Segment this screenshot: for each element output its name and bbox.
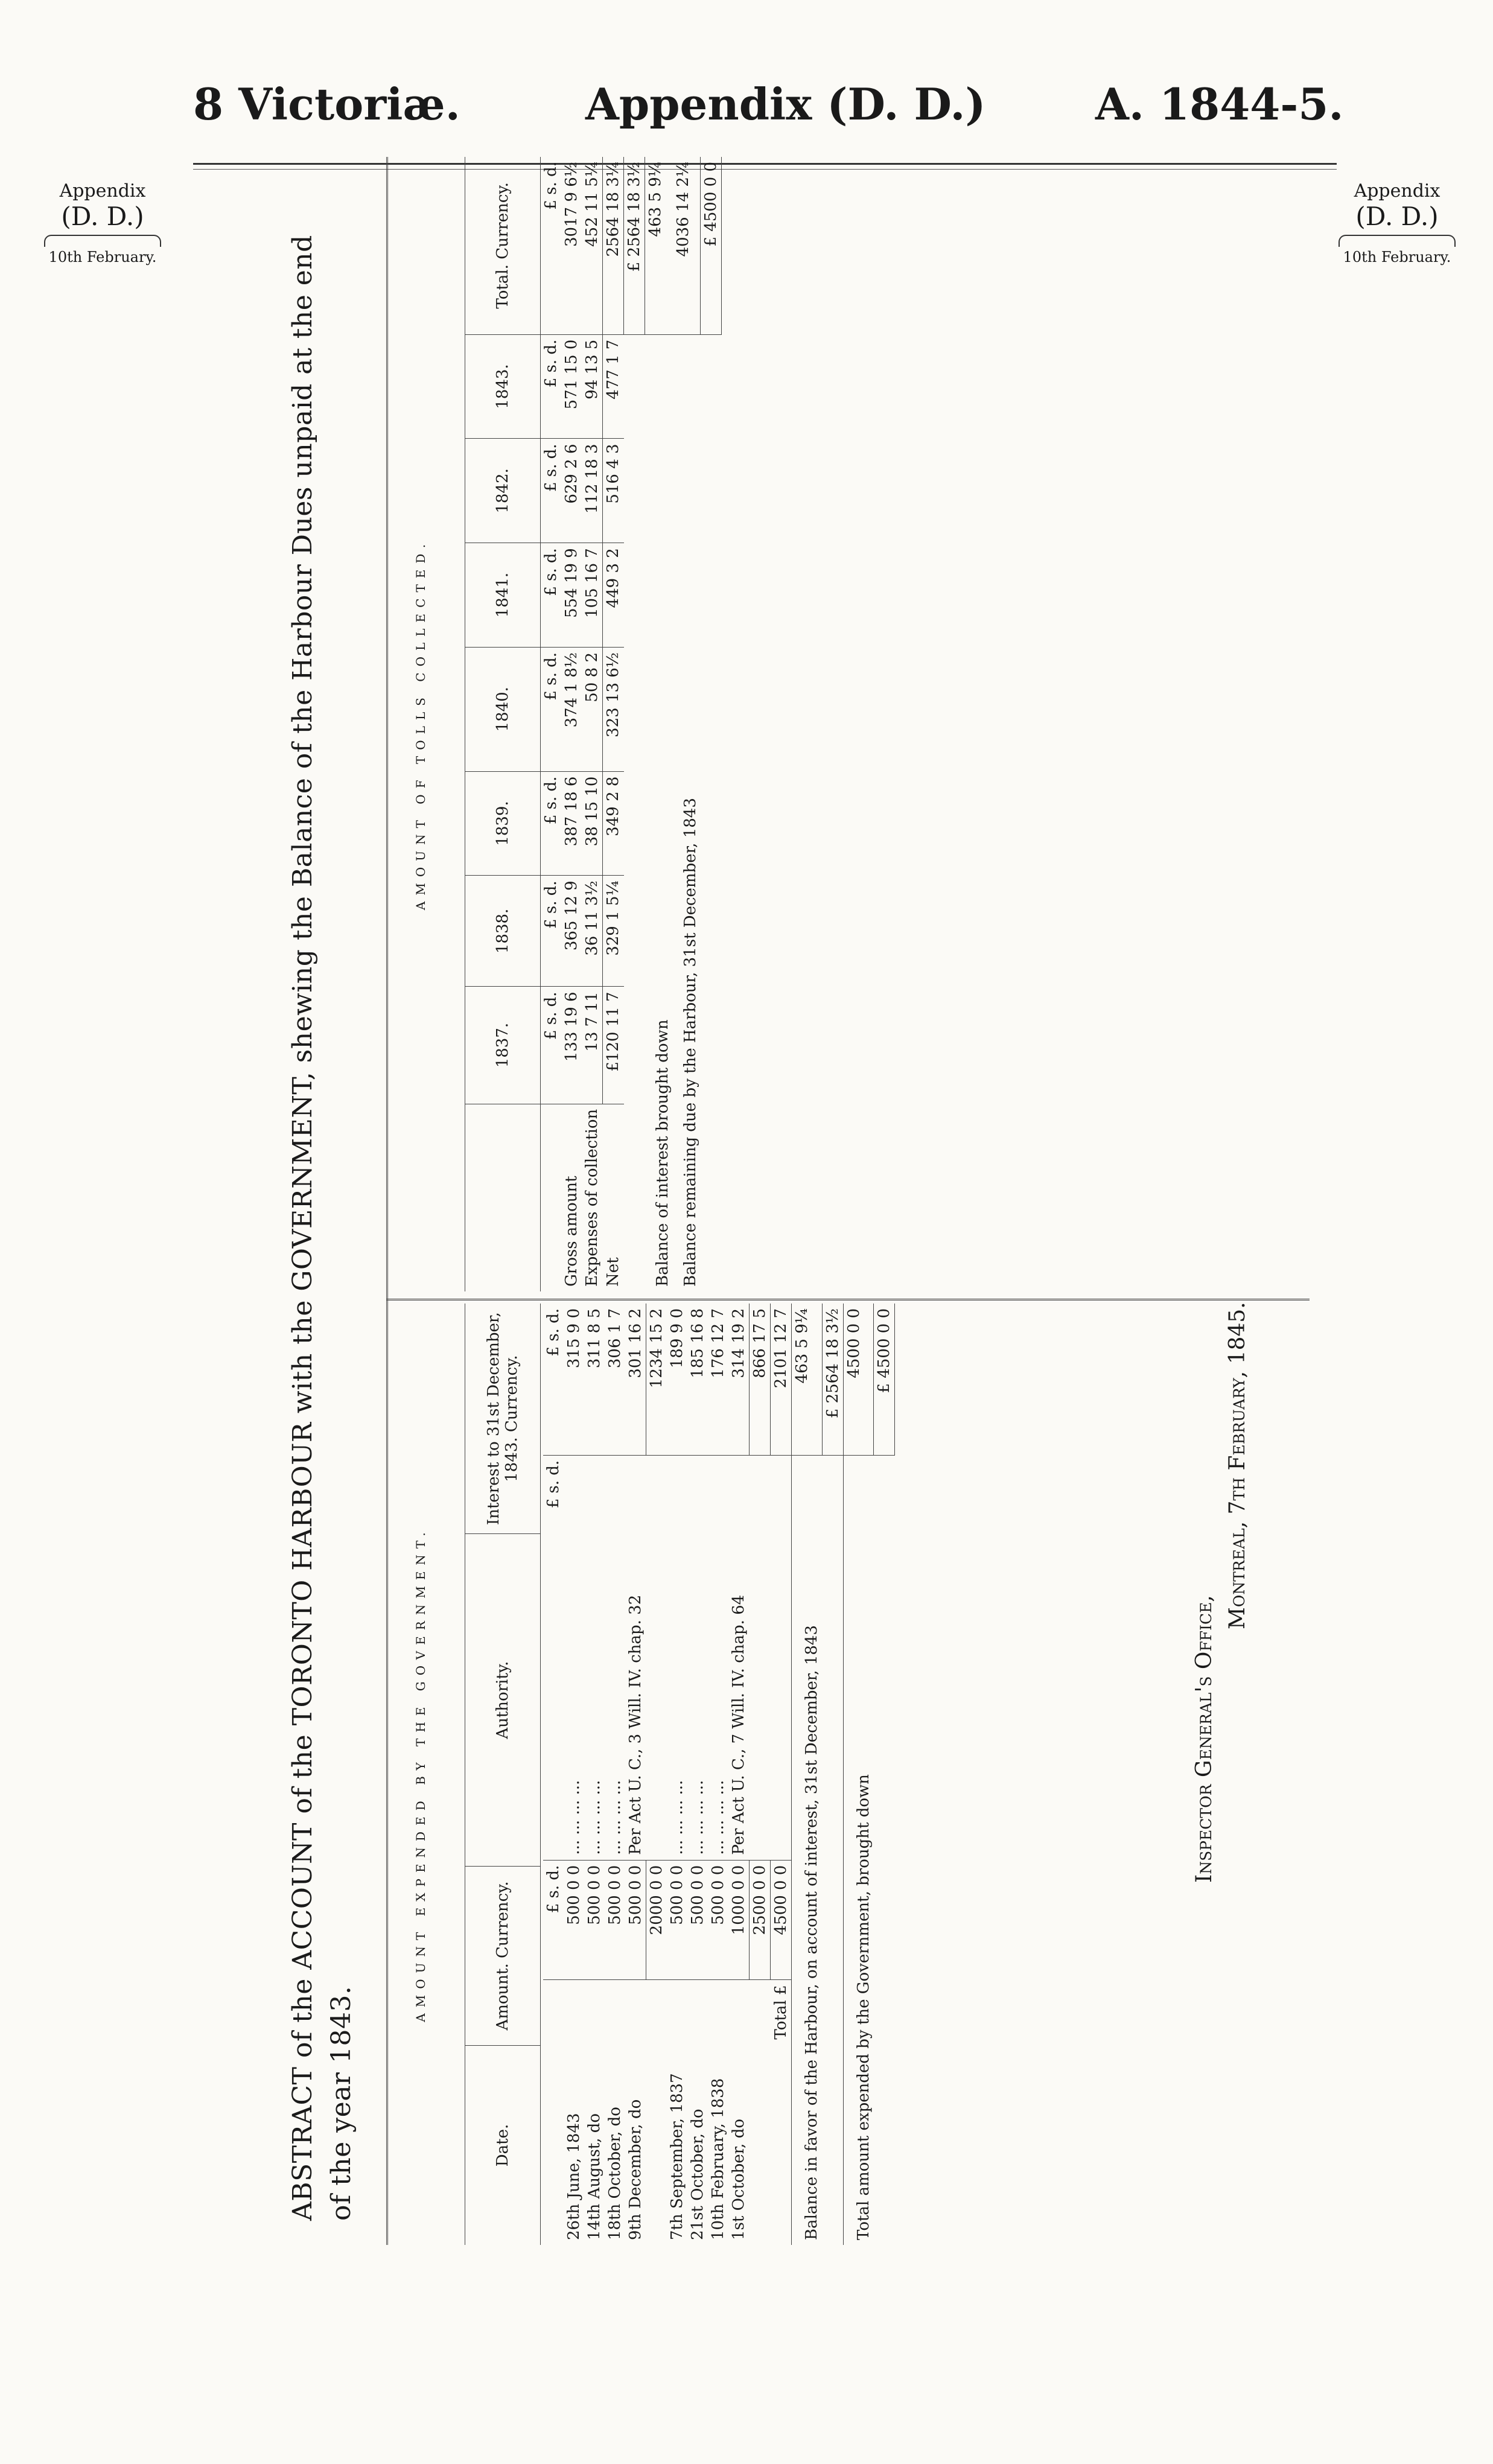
row-interest: 306 1 7 <box>605 1304 625 1455</box>
table-row <box>625 1304 646 2245</box>
row-authority: ... ... ... ... <box>605 1455 625 1860</box>
margin-brace <box>44 235 161 247</box>
net-row-value: 2564 18 3¼ <box>603 157 624 334</box>
expended-section-head: AMOUNT EXPENDED BY THE GOVERNMENT. <box>413 1526 428 2022</box>
table-row <box>667 1304 687 2245</box>
col-year: 1837. <box>465 987 541 1104</box>
row-authority: ... ... ... ... <box>667 1455 687 1860</box>
table-row <box>584 1304 605 2245</box>
col-toll-label <box>465 1104 541 1291</box>
unit-header: £ s. d. <box>543 1304 564 1455</box>
row-authority: ... ... ... ... <box>687 1455 708 1860</box>
unit-header: £ s. d. <box>543 1455 564 1860</box>
tolls-balance-total-value: £ 2564 18 3½ <box>624 157 645 334</box>
col-year: Total. Currency. <box>465 157 541 334</box>
total-label: Total £ <box>771 1985 790 2040</box>
expended-table <box>465 1304 541 2245</box>
subtotal-spacer <box>646 1455 667 1860</box>
net-row-value: 477 1 7 <box>603 334 624 439</box>
row-date-year: do <box>585 2113 603 2133</box>
net-row-value: 449 3 2 <box>603 543 624 648</box>
unit-header: £ s. d. <box>541 647 562 771</box>
row-amount: 500 0 0 <box>564 1860 584 1980</box>
unit-header: £ s. d. <box>541 771 562 876</box>
subtotal-spacer <box>646 1980 667 2245</box>
gross-row <box>561 157 582 1291</box>
tolls-balance-total <box>624 157 645 1291</box>
remaining-row-value: 4036 14 2¼ <box>673 157 701 334</box>
row-date-day: 14th August, <box>585 2138 603 2240</box>
row-date <box>708 1980 728 2245</box>
col-year: 1843. <box>465 334 541 439</box>
unit-header: £ s. d. <box>543 1860 564 1980</box>
expenses-row <box>582 157 603 1291</box>
margin-note-code: (D. D.) <box>61 201 144 231</box>
tolls-final-total-value: £ 4500 0 0 <box>701 157 722 334</box>
row-date <box>667 1980 687 2245</box>
margin-note-right <box>1322 181 1472 266</box>
row-authority: ... ... ... ... <box>584 1455 605 1860</box>
row-interest: 185 16 8 <box>687 1304 708 1455</box>
gross-row-value: 133 19 6 <box>561 987 582 1104</box>
margin-note-date: 10th February. <box>48 248 157 266</box>
row-date-year: do <box>626 2099 645 2119</box>
row-date <box>625 1980 646 2245</box>
spacer <box>822 1455 843 2245</box>
row-date-year: do <box>606 2107 624 2127</box>
expenses-row-value: 94 13 5 <box>582 334 603 439</box>
tolls-section-head: AMOUNT OF TOLLS COLLECTED. <box>413 538 428 911</box>
row-amount: 500 0 0 <box>584 1860 605 1980</box>
final-total-left: £ 4500 0 0 <box>874 1304 895 1455</box>
net-row-value: 329 1 5¼ <box>603 876 624 987</box>
col-interest: Interest to 31st December, 1843. Currency. <box>465 1304 541 1534</box>
rotated-account-table <box>284 157 1310 2245</box>
expenses-row-value: 452 11 5¼ <box>582 157 603 334</box>
row-interest: 176 12 7 <box>708 1304 728 1455</box>
total-row <box>771 1304 792 2245</box>
gross-row-value: 571 15 0 <box>561 334 582 439</box>
gross-row-value: 387 18 6 <box>561 771 582 876</box>
row-interest: 315 9 0 <box>564 1304 584 1455</box>
table-row <box>728 1304 750 2245</box>
row-interest: 314 19 2 <box>728 1304 750 1455</box>
balance-carried: £ 2564 18 3½ <box>822 1304 843 1455</box>
row-date-day: 26th June, <box>565 2157 583 2240</box>
col-year: 1839. <box>465 771 541 876</box>
row-date <box>564 1980 584 2245</box>
net-row-label: Net <box>603 1257 622 1287</box>
expenses-row-label: Expenses of collection <box>583 1109 601 1287</box>
interest-brought-row <box>645 157 673 1291</box>
row-date-day: 10th February, <box>709 2123 727 2240</box>
unit-spacer <box>543 1980 564 2245</box>
frame-top <box>386 157 388 2245</box>
tolls-final-total-label <box>701 334 722 1291</box>
row-date <box>584 1980 605 2245</box>
expenses-row-value: 50 8 2 <box>582 647 603 771</box>
page-header-right: A. 1844-5. <box>1095 78 1344 130</box>
row-interest: 311 8 5 <box>584 1304 605 1455</box>
interest-brought-row-value: 463 5 9¼ <box>645 157 673 334</box>
subtotal-amount: 2000 0 0 <box>646 1860 667 1980</box>
net-row-value: £120 11 7 <box>603 987 624 1104</box>
row-date-day: 1st October, <box>730 2143 748 2240</box>
unit-header: £ s. d. <box>541 987 562 1104</box>
subtotal-spacer <box>750 1455 771 1860</box>
row-interest: 189 9 0 <box>667 1304 687 1455</box>
unit-header: £ s. d. <box>541 157 562 334</box>
row-date-day: 18th October, <box>606 2131 624 2240</box>
row-date-day: 21st October, <box>689 2133 707 2240</box>
row-date-day: 7th September, <box>668 2118 686 2240</box>
net-row-value: 323 13 6½ <box>603 647 624 771</box>
spacer <box>874 1455 895 2245</box>
row-date-year: 1837 <box>668 2073 686 2113</box>
page-header-center: Appendix (D. D.) <box>585 78 986 130</box>
col-authority: Authority. <box>465 1534 541 1867</box>
expenses-row-value: 38 15 10 <box>582 771 603 876</box>
col-year: 1840. <box>465 647 541 771</box>
section-divider <box>386 1299 1310 1300</box>
row-date-day: 9th December, <box>626 2124 645 2240</box>
expended-rows <box>543 1304 895 2245</box>
remaining-row <box>673 157 701 1291</box>
interest-grand-total: 2101 12 7 <box>771 1304 792 1455</box>
gross-row-value: 374 1 8½ <box>561 647 582 771</box>
page-header-left: 8 Victoriæ. <box>193 78 460 130</box>
row-interest: 301 16 2 <box>625 1304 646 1455</box>
table-row <box>708 1304 728 2245</box>
col-year: 1841. <box>465 543 541 648</box>
total-expended-row-label: Total amount expended by the Government, brought down <box>843 1455 874 2245</box>
subtotal-amount: 2500 0 0 <box>750 1860 771 1980</box>
row-amount: 500 0 0 <box>708 1860 728 1980</box>
expenses-row-value: 112 18 3 <box>582 439 603 543</box>
table-row <box>605 1304 625 2245</box>
gross-row-value: 629 2 6 <box>561 439 582 543</box>
margin-note-left <box>27 181 178 266</box>
net-row <box>603 157 624 1291</box>
gross-row-value: 3017 9 6½ <box>561 157 582 334</box>
gross-row-value: 554 19 9 <box>561 543 582 648</box>
unit-header: £ s. d. <box>541 334 562 439</box>
row-authority: ... ... ... ... <box>564 1455 584 1860</box>
margin-note-label: Appendix <box>59 180 146 202</box>
gross-row-value: 365 12 9 <box>561 876 582 987</box>
signature-office: Inspector General's Office, <box>1192 1595 1217 1883</box>
row-date-year: do <box>689 2109 707 2128</box>
subtotal-row <box>646 1304 667 2245</box>
row-amount: 500 0 0 <box>667 1860 687 1980</box>
row-authority: Per Act U. C., 3 Will. IV. chap. 32 <box>625 1455 646 1860</box>
row-amount: 500 0 0 <box>605 1860 625 1980</box>
signature-place: Montreal, 7th February, 1845. <box>1225 1302 1250 1629</box>
row-date <box>687 1980 708 2245</box>
total-spacer <box>771 1455 792 1860</box>
col-date: Date. <box>494 2124 512 2167</box>
margin-note-label: Appendix <box>1354 180 1440 202</box>
total-amount: 4500 0 0 <box>771 1860 792 1980</box>
gross-row-label: Gross amount <box>562 1176 581 1287</box>
net-row-value: 349 2 8 <box>603 771 624 876</box>
col-year: 1842. <box>465 439 541 543</box>
subtotal-row <box>750 1304 771 2245</box>
row-authority: Per Act U. C., 7 Will. IV. chap. 64 <box>728 1455 750 1860</box>
total-expended-row <box>843 1304 874 2245</box>
row-amount: 500 0 0 <box>625 1860 646 1980</box>
row-amount: 1000 0 0 <box>728 1860 750 1980</box>
row-amount: 500 0 0 <box>687 1860 708 1980</box>
subtotal-interest: 1234 15 2 <box>646 1304 667 1455</box>
tolls-table <box>465 157 722 1291</box>
row-date-year: 1843 <box>565 2113 583 2153</box>
col-amount: Amount. Currency. <box>465 1866 541 2045</box>
expenses-row-value: 36 11 3½ <box>582 876 603 987</box>
expenses-row-value: 105 16 7 <box>582 543 603 648</box>
row-date-year: do <box>730 2118 748 2139</box>
row-date-year: 1838 <box>709 2078 727 2118</box>
table-row <box>687 1304 708 2245</box>
subtotal-spacer <box>750 1980 771 2245</box>
row-authority: ... ... ... ... <box>708 1455 728 1860</box>
row-date <box>605 1980 625 2245</box>
unit-header: £ s. d. <box>541 876 562 987</box>
col-year: 1838. <box>465 876 541 987</box>
abstract-title: ABSTRACT of the ACCOUNT of the TORONTO HARBOUR with the GOVERNMENT, shewing the Balance of the Harbour Dues unpaid at the end of the year 1843. <box>287 235 357 2221</box>
margin-note-date: 10th February. <box>1343 248 1451 266</box>
table-row <box>564 1304 584 2245</box>
balance-harbour-row-label: Balance in favor of the Harbour, on account of interest, 31st December, 1843 <box>792 1455 823 2245</box>
remaining-row-label: Balance remaining due by the Harbour, 31st December, 1843 <box>681 798 699 1287</box>
tolls-balance-total-label <box>624 334 645 1291</box>
margin-brace <box>1339 235 1456 247</box>
subtotal-interest: 866 17 5 <box>750 1304 771 1455</box>
balance-harbour-row-value: 463 5 9¼ <box>792 1304 823 1455</box>
unit-header: £ s. d. <box>541 439 562 543</box>
row-date <box>728 1980 750 2245</box>
margin-note-code: (D. D.) <box>1355 201 1439 231</box>
interest-brought-row-label: Balance of interest brought down <box>653 1019 672 1287</box>
balance-harbour-row <box>792 1304 823 2245</box>
expenses-row-value: 13 7 11 <box>582 987 603 1104</box>
unit-header: £ s. d. <box>541 543 562 648</box>
total-expended-row-value: 4500 0 0 <box>843 1304 874 1455</box>
tolls-final-total <box>701 157 722 1291</box>
net-row-value: 516 4 3 <box>603 439 624 543</box>
